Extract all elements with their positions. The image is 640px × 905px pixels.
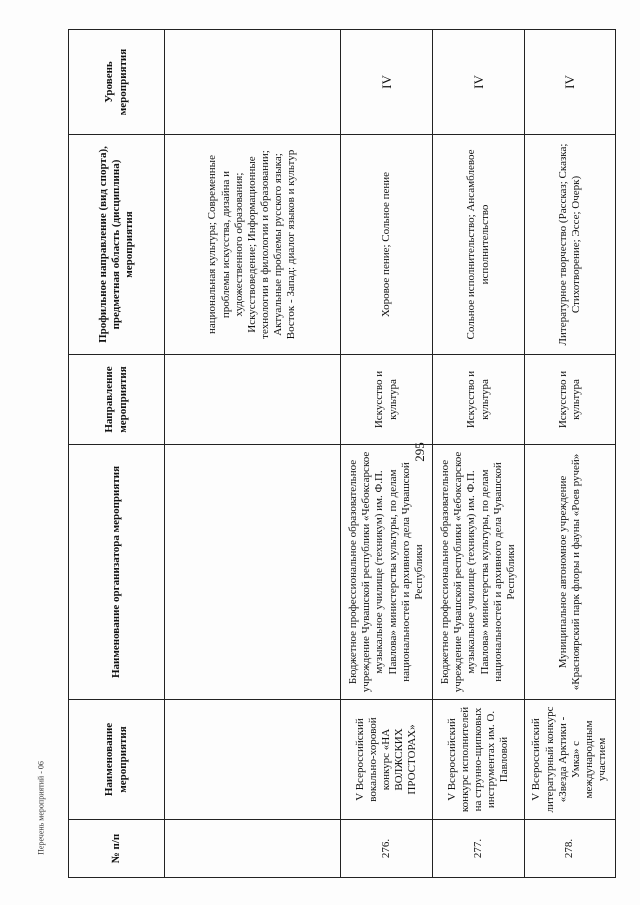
- header-level: Уровень мероприятия: [69, 30, 165, 135]
- header-num: № п/п: [69, 820, 165, 878]
- cell-direction: Искусство и культура: [341, 355, 433, 445]
- cell-name: V Всероссийский вокально-хоровой конкурс «НА ВОЛЖСКИХ ПРОСТОРАХ»: [341, 700, 433, 820]
- cell-level: IV: [525, 30, 616, 135]
- cell-organizer: Бюджетное профессиональное образовательное учреждение Чувашской республики «Чебоксарское музыкальное училище (техникум) им. Ф.П. Павлова» министерства культуры, по делам национальностей и архивного дела Чувашской Республики: [341, 445, 433, 700]
- cell-direction: Искусство и культура: [433, 355, 525, 445]
- events-table: [68, 29, 616, 878]
- cell-profile: Литературное творчество (Рассказ; Сказка; Стихотворение; Эссе; Очерк): [525, 135, 616, 355]
- cell-direction: Искусство и культура: [525, 355, 616, 445]
- cell-profile: Сольное исполнительство; Ансамблевое исполнительство: [433, 135, 525, 355]
- rotated-table-container: [68, 30, 615, 878]
- header-direction: Направление мероприятия: [69, 355, 165, 445]
- header-organizer: Наименование организатора мероприятия: [69, 445, 165, 700]
- page-number: 295: [412, 442, 427, 462]
- table-row: [433, 30, 525, 878]
- cell-empty: [165, 30, 341, 135]
- table-row: [341, 30, 433, 878]
- cell-num: 277.: [433, 820, 525, 878]
- table-frame: [68, 30, 615, 878]
- cell-empty: [165, 445, 341, 700]
- cell-num: 278.: [525, 820, 616, 878]
- cell-empty: [165, 355, 341, 445]
- cell-num: 276.: [341, 820, 433, 878]
- footer-note: Перечень мероприятий - 06: [36, 761, 46, 855]
- table-header-row: [69, 30, 165, 878]
- cell-organizer: Бюджетное профессиональное образовательное учреждение Чувашской республики «Чебоксарское музыкальное училище (техникум) им. Ф.П. Павлова» министерства культуры, по делам национальностей и архивного дела Чувашской Республики: [433, 445, 525, 700]
- cell-level: IV: [433, 30, 525, 135]
- cell-profile-continuation: национальная культура; Современные проблемы искусства, дизайна и художественного образования; Искусствоведение; Информационные технологии в филологии и образовании; Актуальные проблемы русского языка; Восток - Запад: диалог языков и культур: [165, 135, 341, 355]
- cell-empty: [165, 820, 341, 878]
- cell-profile: Хоровое пение; Сольное пение: [341, 135, 433, 355]
- table-row-continuation: [165, 30, 341, 878]
- table-row: [525, 30, 616, 878]
- header-name: Наименование мероприятия: [69, 700, 165, 820]
- cell-name: V Всероссийский литературный конкурс «Звезда Арктики - Умка» с международным участием: [525, 700, 616, 820]
- cell-empty: [165, 700, 341, 820]
- header-profile: Профильное направление (вид спорта), предметная область (дисциплина) мероприятия: [69, 135, 165, 355]
- cell-level: IV: [341, 30, 433, 135]
- cell-name: V Всероссийский конкурс исполнителей на струнно-щипковых инструментах им. О. Павловой: [433, 700, 525, 820]
- cell-organizer: Муниципальное автономное учреждение «Красноярский парк флоры и фауны «Роев ручей»: [525, 445, 616, 700]
